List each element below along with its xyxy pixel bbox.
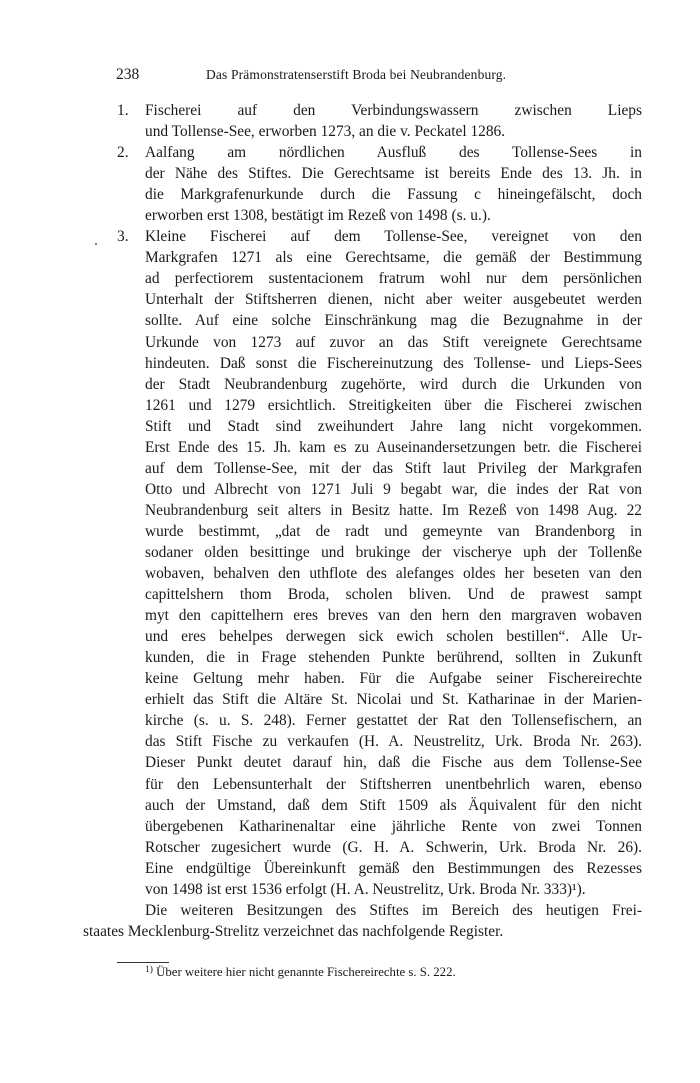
item-3-line: wobaven, behalven den uthflote des alefanges oldes her beseten van den [145, 565, 642, 583]
item-1-line-2: und Tollense-See, erworben 1273, an die v. Peckatel 1286. [145, 123, 506, 141]
item-3-line: myt den capittelhern eres breves van den hern den margraven wobaven [145, 607, 642, 625]
footnote-divider [117, 962, 169, 963]
item-3-line: kirche (s. u. S. 248). Ferner gestattet der Rat den Tollensefischern, an [145, 712, 642, 730]
item-3-line: sollte. Auf eine solche Einschränkung mag die Bezugnahme in der [145, 312, 642, 330]
item-3-line: Rotscher zugesichert wurde (G. H. A. Schwerin, Urk. Broda Nr. 26). [145, 838, 642, 856]
item-3-line: Otto und Albrecht von 1271 Juli 9 begabt war, die indes der Rat von [145, 480, 642, 498]
item-3-line: Markgrafen 1271 als eine Gerechtsame, die gemäß der Bestimmung [145, 249, 642, 267]
closing-paragraph-line-2: staates Mecklenburg-Strelitz verzeichnet das nachfolgende Register. [83, 922, 504, 940]
item-3-line: Urkunde von 1273 auf zuvor an das Stift vereignete Gerechtsame [145, 333, 642, 351]
item-3-line: kunden, die in Frage stehenden Punkte berührend, sollten in Zukunft [145, 649, 642, 667]
footnote-text: Über weitere hier nicht genannte Fischereirechte s. S. 222. [156, 965, 456, 979]
item-3-line: keine Geltung mehr haben. Für die Aufgabe seiner Fischereirechte [145, 670, 642, 688]
item-3-line: der Stadt Neubrandenburg zugehörte, wird durch die Urkunden von [145, 375, 642, 393]
item-3-line: Dieser Punkt deutet darauf hin, daß die Fische aus dem Tollense-See [145, 754, 642, 772]
item-3-line: Erst Ende des 15. Jh. kam es zu Auseinandersetzungen betr. die Fischerei [145, 438, 642, 456]
scan-speck [95, 243, 97, 245]
closing-paragraph-line-1: Die weiteren Besitzungen des Stiftes im Bereich des heutigen Frei- [145, 901, 642, 919]
running-title: Das Prämonstratenserstift Broda bei Neubrandenburg. [206, 67, 507, 82]
item-3-line: erhielt das Stift die Altäre St. Nicolai und St. Katharinae in der Marien- [145, 691, 642, 709]
item-3-line-last: von 1498 ist erst 1536 erfolgt (H. A. Neustrelitz, Urk. Broda Nr. 333)¹). [145, 880, 586, 898]
item-3-line: capittelshern thom Broda, scholen bliven. Und de prawest sampt [145, 586, 642, 604]
page-number: 238 [116, 66, 140, 83]
item-3-line: Unterhalt der Stiftsherren dienen, nicht aber weiter ausgebeutet werden [145, 291, 642, 309]
body-text [83, 100, 642, 942]
item-3-line: Stift und Stadt sind zweihundert Jahre lang nicht vorgekommen. [145, 417, 642, 435]
item-3-line: auf dem Tollense-See, mit der das Stift laut Privileg der Markgrafen [145, 459, 642, 477]
item-number: 2. [117, 144, 129, 162]
page-header [116, 66, 642, 86]
item-number: 1. [117, 102, 129, 119]
item-3-line-1: 3. Kleine Fischerei auf dem Tollense-See, vereignet von den [117, 226, 642, 247]
item-2-line-4: erworben erst 1308, bestätigt im Rezeß von 1498 (s. u.). [145, 207, 491, 225]
item-3-line: wurde bestimmt, „dat de radt und gemeynte van Brandenborg in [145, 522, 642, 540]
item-3-line: für den Lebensunterhalt der Stiftsherren unentbehrlich waren, ebenso [145, 775, 642, 793]
item-3-line: das Stift Fische zu verkaufen (H. A. Neustrelitz, Urk. Broda Nr. 263). [145, 733, 642, 751]
item-3-line: Neubrandenburg seit alters in Besitz hatte. Im Rezeß von 1498 Aug. 22 [145, 501, 642, 519]
item-3-line: Eine endgültige Übereinkunft gemäß den Bestimmungen des Rezesses [145, 859, 642, 877]
item-3-line: sodaner olden besittinge und brukinge der vischerye uph der Tollenße [145, 543, 642, 561]
item-2-line-3: die Markgrafenurkunde durch die Fassung c hineingefälscht, doch [145, 186, 642, 204]
item-1-line-1: 1. Fischerei auf den Verbindungswassern zwischen Lieps [117, 100, 642, 121]
item-3-line: übergebenen Katharinenaltar eine jährliche Rente von zwei Tonnen [145, 817, 642, 835]
footnote-marker: 1) [145, 965, 153, 975]
item-2-line-2: der Nähe des Stiftes. Die Gerechtsame ist bereits Ende des 13. Jh. in [145, 165, 642, 183]
item-3-line: und eres behelpes derwegen sick ewich scholen bestillen“. Alle Ur- [145, 628, 642, 646]
item-2-line-1: 2. Aalfang am nördlichen Ausfluß des Tollense-Sees in [117, 142, 642, 163]
item-3-line: hindeuten. Daß sonst die Fischereinutzung des Tollense- und Lieps-Sees [145, 354, 642, 372]
item-3-line: ad perfectiorem sustentacionem fratrum wohl nur dem persönlichen [145, 270, 642, 288]
item-3-line: 1261 und 1279 ersichtlich. Streitigkeiten über die Fischerei zwischen [145, 396, 642, 414]
item-number: 3. [117, 228, 129, 246]
item-3-line: auch der Umstand, daß dem Stift 1509 als Äquivalent für den nicht [145, 796, 642, 814]
footnote [145, 965, 456, 980]
